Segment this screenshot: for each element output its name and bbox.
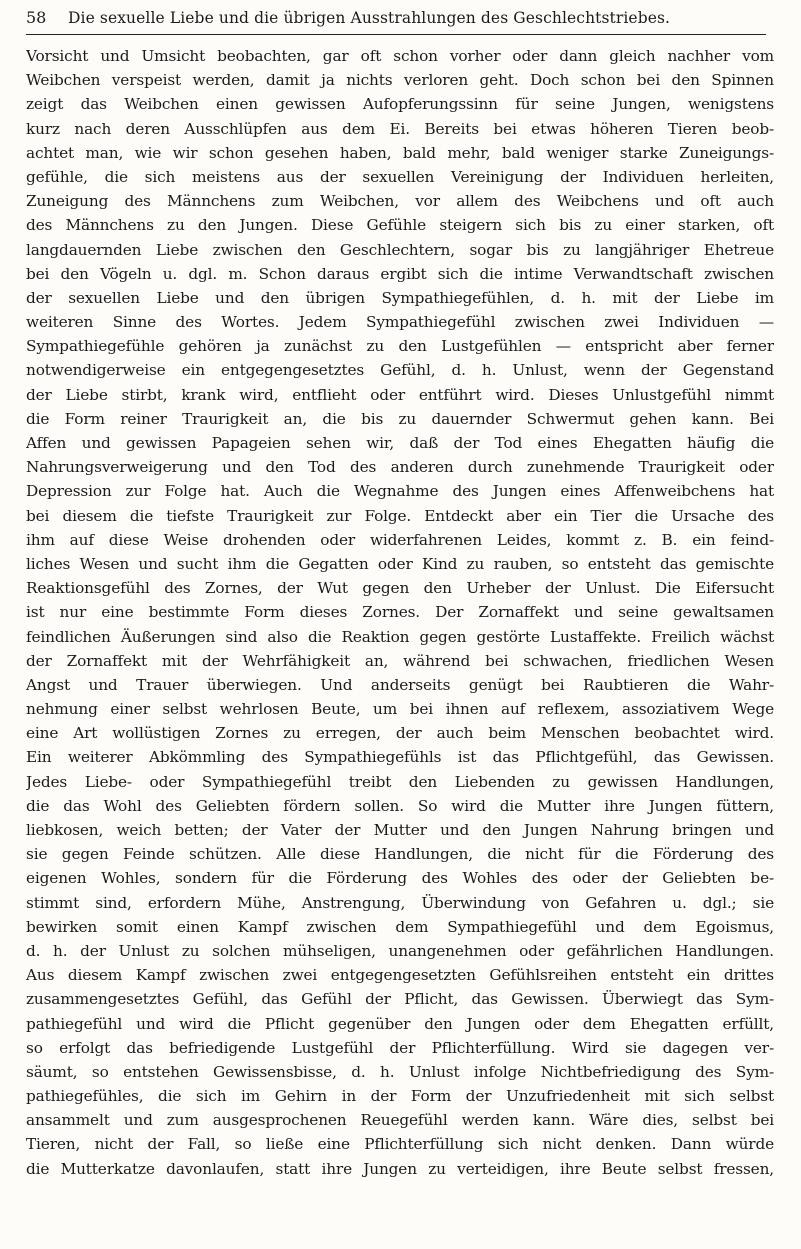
page-number: 58 — [26, 8, 47, 27]
text-line: der Zornaffekt mit der Wehrfähigkeit an, während bei schwachen, friedlichen Wesen — [26, 651, 774, 670]
text-line: bei den Vögeln u. dgl. m. Schon daraus ergibt sich die intime Verwandtschaft zwischen — [26, 264, 774, 283]
text-line: pathiegefühles, die sich im Gehirn in der Form der Unzufriedenheit mit sich selbst — [26, 1087, 774, 1106]
body-text — [26, 44, 774, 1181]
text-line: kurz nach deren Ausschlüpfen aus dem Ei. Bereits bei etwas höheren Tieren beob- — [26, 119, 774, 138]
text-line: achtet man, wie wir schon gesehen haben, bald mehr, bald weniger starke Zuneigungs- — [26, 143, 774, 162]
text-line: Zuneigung des Männchens zum Weibchen, vor allem des Weibchens und oft auch — [26, 192, 774, 211]
text-line: zeigt das Weibchen einen gewissen Aufopferungssinn für seine Jungen, wenigstens — [26, 95, 774, 114]
text-line: Tieren, nicht der Fall, so ließe eine Pflichterfüllung sich nicht denken. Dann würde — [26, 1135, 774, 1154]
text-line: weiteren Sinne des Wortes. Jedem Sympathiegefühl zwischen zwei Individuen — — [26, 313, 774, 332]
text-line: eigenen Wohles, sondern für die Förderung des Wohles des oder der Geliebten be- — [26, 869, 774, 888]
text-line: zusammengesetztes Gefühl, das Gefühl der Pflicht, das Gewissen. Überwiegt das Sym- — [26, 990, 774, 1009]
text-line: gefühle, die sich meistens aus der sexuellen Vereinigung der Individuen herleiten, — [26, 167, 774, 186]
text-line: Angst und Trauer überwiegen. Und anderseits genügt bei Raubtieren die Wahr- — [26, 675, 774, 694]
text-line: ist nur eine bestimmte Form dieses Zornes. Der Zornaffekt und seine gewaltsamen — [26, 603, 774, 622]
text-line: langdauernden Liebe zwischen den Geschlechtern, sogar bis zu langjähriger Ehetreue — [26, 240, 774, 259]
text-line: eine Art wollüstigen Zornes zu erregen, der auch beim Menschen beobachtet wird. — [26, 724, 774, 743]
text-line: Nahrungsverweigerung und den Tod des anderen durch zunehmende Traurigkeit oder — [26, 458, 774, 477]
text-line: d. h. der Unlust zu solchen mühseligen, unangenehmen oder gefährlichen Handlungen. — [26, 941, 774, 960]
text-line: Vorsicht und Umsicht beobachten, gar oft schon vorher oder dann gleich nachher vom — [26, 47, 774, 65]
text-line: Aus diesem Kampf zwischen zwei entgegengesetzten Gefühlsreihen entsteht ein drittes — [26, 966, 774, 985]
text-line: Ein weiterer Abkömmling des Sympathiegefühls ist das Pflichtgefühl, das Gewissen. — [26, 748, 774, 767]
text-line: liebkosen, weich betten; der Vater der Mutter und den Jungen Nahrung bringen und — [26, 821, 774, 839]
text-line: des Männchens zu den Jungen. Diese Gefühle steigern sich bis zu einer starken, oft — [26, 216, 774, 235]
text-line: bewirken somit einen Kampf zwischen dem Sympathiegefühl und dem Egoismus, — [26, 917, 774, 936]
text-line: so erfolgt das befriedigende Lustgefühl der Pflichterfüllung. Wird sie dagegen ver- — [26, 1038, 774, 1057]
text-line: Affen und gewissen Papageien sehen wir, daß der Tod eines Ehegatten häufig die — [26, 434, 774, 452]
text-line: der sexuellen Liebe und den übrigen Sympathiegefühlen, d. h. mit der Liebe im — [26, 288, 774, 307]
text-line: feindlichen Äußerungen sind also die Reaktion gegen gestörte Lustaffekte. Freilich wächst — [26, 627, 774, 646]
text-line: stimmt sind, erfordern Mühe, Anstrengung, Überwindung von Gefahren u. dgl.; sie — [26, 893, 774, 912]
running-head: Die sexuelle Liebe und die übrigen Ausstrahlungen des Geschlechtstriebes. — [68, 9, 671, 27]
text-line: liches Wesen und sucht ihm die Gegatten oder Kind zu rauben, so entsteht das gemischte — [26, 554, 774, 573]
text-line: Weibchen verspeist werden, damit ja nichts verloren geht. Doch schon bei den Spinnen — [26, 71, 774, 90]
text-line: ihm auf diese Weise drohenden oder widerfahrenen Leides, kommt z. B. ein feind- — [26, 530, 774, 549]
text-line: ansammelt und zum ausgesprochenen Reuegefühl werden kann. Wäre dies, selbst bei — [26, 1111, 774, 1130]
text-line: bei diesem die tiefste Traurigkeit zur Folge. Entdeckt aber ein Tier die Ursache des — [26, 506, 774, 525]
text-line: Depression zur Folge hat. Auch die Wegnahme des Jungen eines Affenweibchens hat — [26, 482, 774, 501]
text-line: die Mutterkatze davonlaufen, statt ihre Jungen zu verteidigen, ihre Beute selbst fressen, — [26, 1159, 774, 1178]
text-line: der Liebe stirbt, krank wird, entflieht oder entführt wird. Dieses Unlustgefühl nimmt — [26, 385, 774, 404]
page-header — [26, 8, 766, 35]
text-line: pathiegefühl und wird die Pflicht gegenüber den Jungen oder dem Ehegatten erfüllt, — [26, 1014, 774, 1033]
text-line: die das Wohl des Geliebten fördern sollen. So wird die Mutter ihre Jungen füttern, — [26, 796, 774, 815]
text-line: notwendigerweise ein entgegengesetztes Gefühl, d. h. Unlust, wenn der Gegenstand — [26, 361, 774, 380]
text-line: Jedes Liebe- oder Sympathiegefühl treibt den Liebenden zu gewissen Handlungen, — [26, 772, 774, 791]
text-line: nehmung einer selbst wehrlosen Beute, um bei ihnen auf reflexem, assoziativem Wege — [26, 700, 774, 719]
text-line: sie gegen Feinde schützen. Alle diese Handlungen, die nicht für die Förderung des — [26, 845, 774, 864]
text-line: Sympathiegefühle gehören ja zunächst zu den Lustgefühlen — entspricht aber ferner — [26, 337, 774, 356]
text-line: Reaktionsgefühl des Zornes, der Wut gegen den Urheber der Unlust. Die Eifersucht — [26, 579, 774, 598]
text-line: säumt, so entstehen Gewissensbisse, d. h. Unlust infolge Nichtbefriedigung des Sym- — [26, 1062, 774, 1081]
text-line: die Form reiner Traurigkeit an, die bis zu dauernder Schwermut gehen kann. Bei — [26, 409, 774, 428]
